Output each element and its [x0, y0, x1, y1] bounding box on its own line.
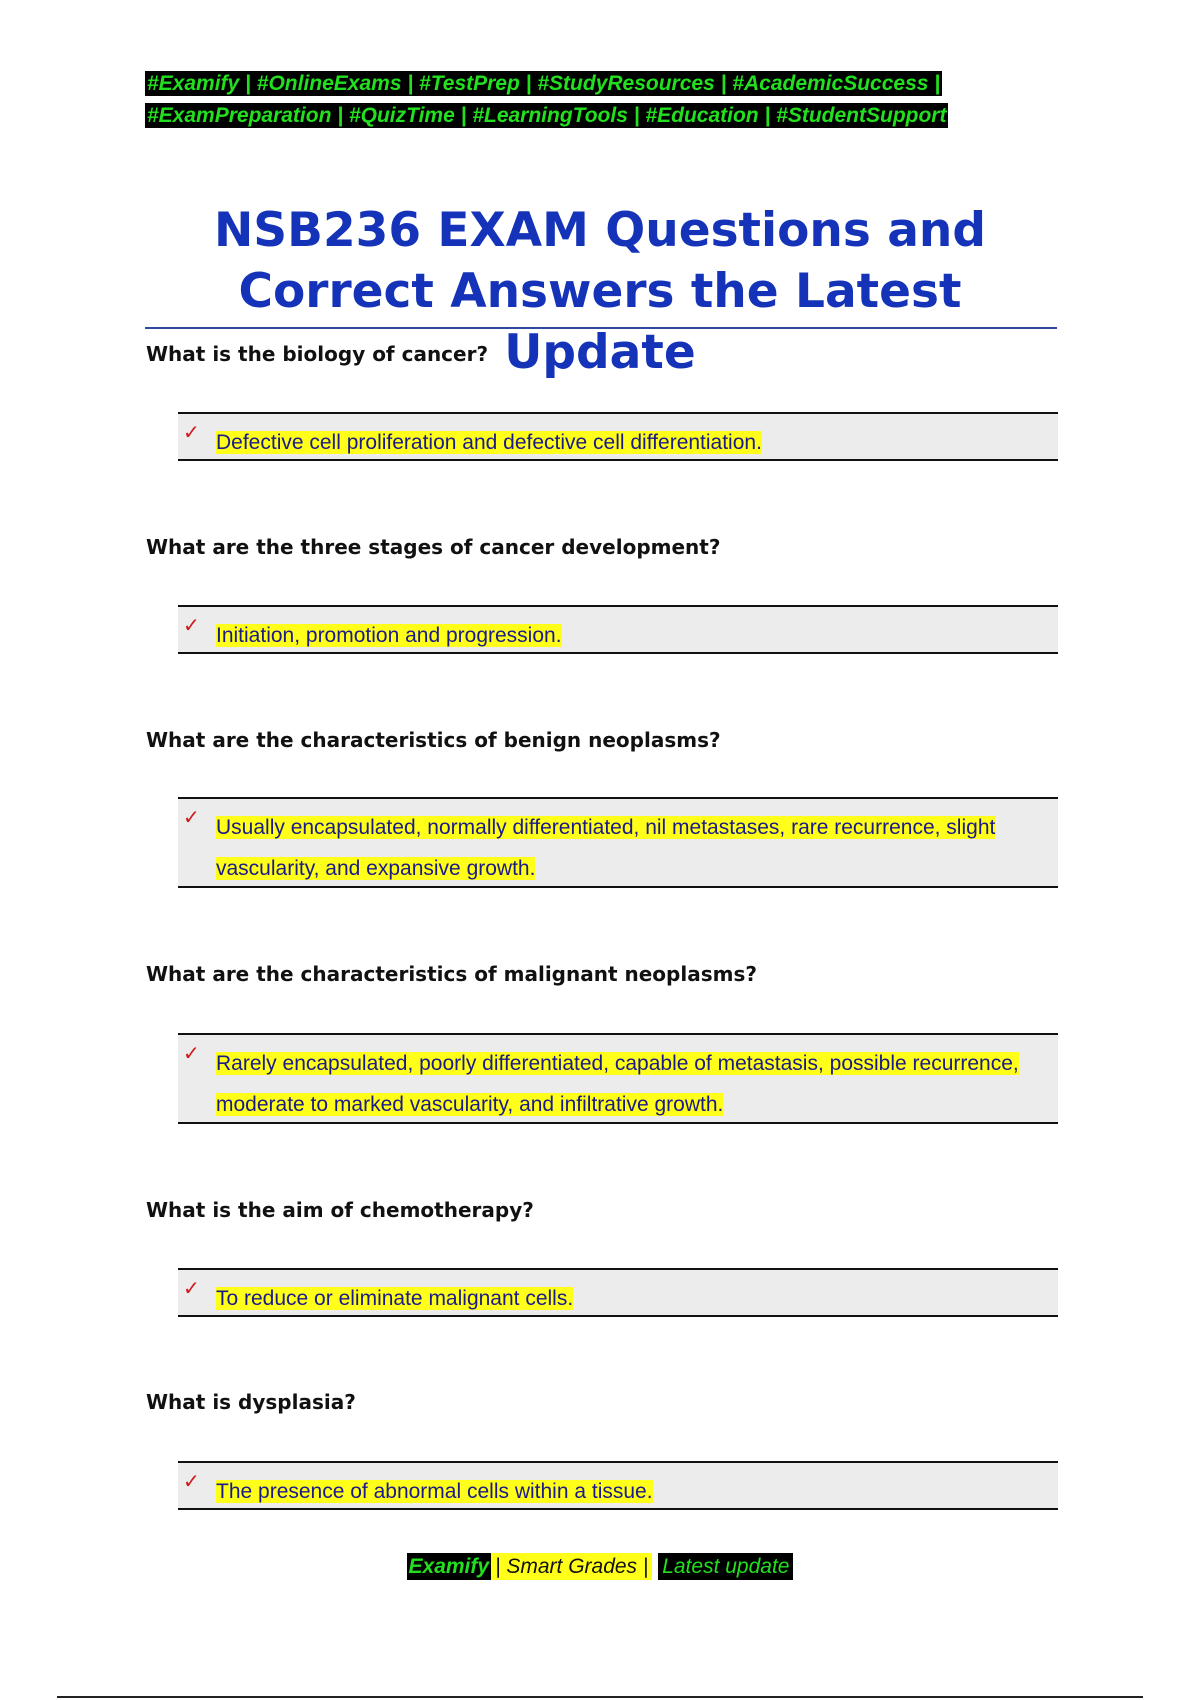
footer-brand: Examify — [408, 1555, 490, 1578]
title-divider — [145, 327, 1057, 329]
footer-tagline — [0, 1555, 1200, 1579]
answer-box-3 — [178, 797, 1058, 888]
checkmark-icon: ✓ — [183, 613, 200, 637]
hashtag-line-2: #ExamPreparation | #QuizTime | #LearningTools | #Education | #StudentSupport — [147, 104, 947, 127]
question-4: What are the characteristics of malignant neoplasms? — [146, 962, 757, 986]
answer-5: To reduce or eliminate malignant cells. — [216, 1287, 574, 1310]
checkmark-icon: ✓ — [183, 805, 200, 829]
answer-2: Initiation, promotion and progression. — [216, 624, 562, 647]
checkmark-icon: ✓ — [183, 420, 200, 444]
checkmark-icon: ✓ — [183, 1469, 200, 1493]
question-5: What is the aim of chemotherapy? — [146, 1198, 534, 1222]
checkmark-icon: ✓ — [183, 1276, 200, 1300]
footer-latest-update: Latest update — [658, 1553, 793, 1580]
answer-1: Defective cell proliferation and defective cell differentiation. — [216, 431, 762, 454]
answer-4: Rarely encapsulated, poorly differentiated, capable of metastasis, possible recurrence, moderate to marked vascularity, and infiltrative growth. — [216, 1052, 1019, 1116]
answer-box-6 — [178, 1461, 1058, 1510]
title-line-1: NSB236 EXAM Questions and — [213, 203, 987, 258]
answer-box-5 — [178, 1268, 1058, 1317]
bottom-divider — [57, 1696, 1143, 1698]
question-3: What are the characteristics of benign neoplasms? — [146, 728, 721, 752]
answer-6: The presence of abnormal cells within a tissue. — [216, 1480, 653, 1503]
hashtag-header — [145, 68, 1055, 132]
question-1: What is the biology of cancer? — [146, 342, 489, 366]
title-line-2: Correct Answers the Latest Update — [238, 264, 962, 380]
hashtag-line-1: #Examify | #OnlineExams | #TestPrep | #StudyResources | #AcademicSuccess | — [147, 72, 941, 95]
question-2: What are the three stages of cancer development? — [146, 535, 721, 559]
checkmark-icon: ✓ — [183, 1041, 200, 1065]
answer-box-2 — [178, 605, 1058, 654]
footer-middle: | Smart Grades | — [491, 1553, 652, 1580]
answer-box-4 — [178, 1033, 1058, 1124]
answer-box-1 — [178, 412, 1058, 461]
answer-3: Usually encapsulated, normally differentiated, nil metastases, rare recurrence, slight vascularity, and expansive growth. — [216, 816, 996, 880]
question-6: What is dysplasia? — [146, 1390, 356, 1414]
